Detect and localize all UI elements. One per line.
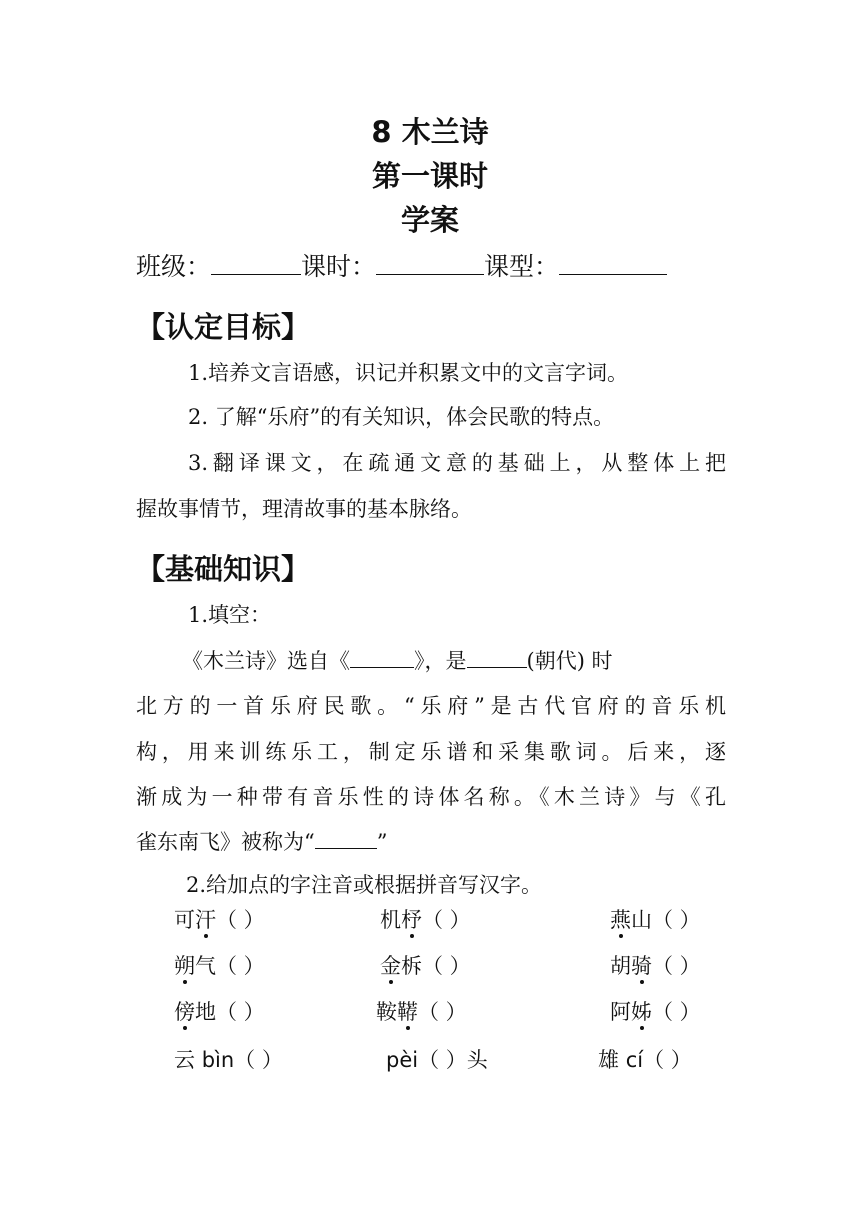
char-item: 机杼（ ）: [380, 908, 471, 932]
period-label: 课时：: [301, 252, 377, 281]
dotted-char: 姊: [631, 1000, 652, 1024]
dotted-char: 骑: [631, 954, 652, 978]
dotted-char: 金: [380, 954, 401, 978]
dynasty-blank: [467, 645, 527, 668]
class-label: 班级：: [136, 252, 212, 281]
pinyin-text: pèi: [386, 1048, 419, 1072]
section-heading-basics: 【基础知识】: [136, 552, 311, 586]
pinyin-item: 雄 cí（ ）: [598, 1048, 692, 1072]
goal-item-3-cont: 握故事情节，理清故事的基本脉络。: [136, 497, 472, 521]
goal-item-2: 2. 了解“乐府”的有关知识，体会民歌的特点。: [188, 405, 615, 429]
title-blank: [315, 826, 377, 849]
pinyin-text: bìn: [201, 1048, 235, 1072]
char-item: 胡骑（ ）: [610, 954, 701, 978]
dotted-char: 朔: [174, 954, 195, 978]
pinyin-item: pèi（ ）头: [386, 1048, 488, 1072]
char-item: 鞍鞯（ ）: [376, 1000, 467, 1024]
char-item: 可汗（ ）: [174, 908, 265, 932]
question-1-line-4: 渐成为一种带有音乐性的诗体名称。《木兰诗》与《孔: [136, 785, 726, 809]
pinyin-item: 云 bìn（ ）: [174, 1048, 283, 1072]
class-blank: [211, 252, 301, 275]
char-item: 傍地（ ）: [174, 1000, 265, 1024]
question-1-line-5: 雀东南飞》被称为“ ”: [136, 826, 388, 857]
question-1-line-3: 构，用来训练乐工，制定乐谱和采集歌词。后来，逐: [136, 740, 726, 764]
period-blank: [376, 252, 484, 275]
lesson-subtitle: 第一课时: [371, 159, 488, 193]
type-blank: [559, 252, 667, 275]
goal-item-3: 3.翻译课文，在疏通文意的基础上，从整体上把: [188, 451, 726, 475]
char-item: 金柝（ ）: [380, 954, 471, 978]
question-1-line-2: 北方的一首乐府民歌。“乐府”是古代官府的音乐机: [136, 694, 726, 718]
section-heading-goals: 【认定目标】: [136, 310, 311, 344]
header-fields: [136, 251, 667, 283]
question-1-line-1: 《木兰诗》选自《 》，是 (朝代) 时: [182, 645, 613, 676]
dotted-char: 燕: [610, 908, 631, 932]
dotted-char: 杼: [401, 908, 422, 932]
goal-item-1: 1.培养文言语感，识记并积累文中的文言字词。: [188, 361, 629, 385]
char-item: 燕山（ ）: [610, 908, 701, 932]
source-blank: [350, 645, 414, 668]
pinyin-text: cí: [625, 1048, 644, 1072]
char-item: 朔气（ ）: [174, 954, 265, 978]
lesson-title: 8 木兰诗: [371, 115, 489, 149]
char-item: 阿姊（ ）: [610, 1000, 701, 1024]
dotted-char: 鞯: [397, 1000, 418, 1024]
question-2-label: 2.给加点的字注音或根据拼音写汉字。: [186, 873, 543, 897]
document-type: 学案: [400, 203, 459, 237]
dotted-char: 傍: [174, 1000, 195, 1024]
dotted-char: 汗: [195, 908, 216, 932]
question-1-label: 1.填空：: [188, 603, 272, 627]
type-label: 课型：: [484, 252, 560, 281]
